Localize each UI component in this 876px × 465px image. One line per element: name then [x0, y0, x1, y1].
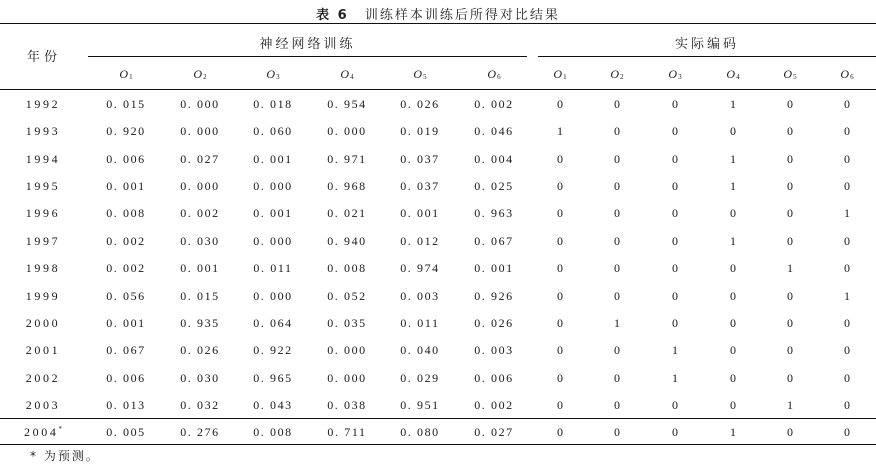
nn-output-cell-o2: 0. 000 — [180, 179, 220, 193]
actual-code-cell-o2: 0 — [614, 289, 620, 303]
actual-code-cell-o3: 0 — [672, 179, 678, 193]
nn-output-cell-o4: 0. 008 — [327, 261, 367, 275]
actual-code-cell-o4: 0 — [730, 343, 736, 357]
actual-code-cell-o5: 0 — [787, 343, 793, 357]
column-header-subscript: 2 — [203, 73, 207, 81]
table-row — [0, 234, 876, 261]
actual-code-cell-o6: 0 — [844, 316, 850, 330]
actual-code-cell-o6: 0 — [844, 124, 850, 138]
actual-code-cell-o6: 0 — [844, 371, 850, 385]
year-cell — [13, 371, 73, 386]
nn-output-cell-o6: 0. 026 — [474, 316, 514, 330]
actual-code-cell-o1: 0 — [557, 371, 563, 385]
actual-code-cell-o2: 1 — [614, 316, 620, 330]
year-column-header: 年份 — [26, 50, 61, 65]
nn-output-cell-o5: 0. 040 — [400, 343, 440, 357]
table-row — [0, 261, 876, 288]
actual-code-cell-o4: 1 — [730, 234, 736, 248]
nn-output-cell-o3: 0. 000 — [253, 289, 293, 303]
column-header-subscript: 1 — [129, 73, 133, 81]
nn-output-cell-o2: 0. 026 — [180, 343, 220, 357]
nn-output-cell-o3: 0. 011 — [253, 261, 293, 275]
top-rule — [0, 23, 876, 24]
year-cell — [13, 425, 73, 440]
group-rule-nn — [88, 56, 527, 57]
actual-code-cell-o5: 0 — [787, 124, 793, 138]
year-value: 2003 — [25, 398, 61, 412]
year-value: 1997 — [25, 234, 61, 248]
column-header-subscript: 3 — [276, 73, 280, 81]
nn-output-cell-o4: 0. 021 — [327, 206, 367, 220]
nn-output-cell-o3: 0. 000 — [253, 234, 293, 248]
year-value: 1999 — [25, 289, 61, 303]
actual-code-cell-o6: 0 — [844, 152, 850, 166]
year-cell — [13, 152, 73, 167]
table-row — [0, 425, 876, 452]
actual-code-cell-o6: 0 — [844, 425, 850, 439]
column-header-symbol: O — [266, 67, 276, 81]
actual-code-cell-o4: 0 — [730, 261, 736, 275]
nn-output-cell-o4: 0. 038 — [327, 398, 367, 412]
nn-output-cell-o3: 0. 001 — [253, 152, 293, 166]
actual-code-cell-o3: 0 — [672, 152, 678, 166]
column-header-symbol: O — [610, 67, 620, 81]
column-header-actual-o2 — [587, 67, 647, 82]
actual-code-cell-o4: 0 — [730, 124, 736, 138]
actual-code-cell-o3: 0 — [672, 261, 678, 275]
nn-output-cell-o3: 0. 008 — [253, 425, 293, 439]
column-header-nn-o4 — [317, 67, 377, 82]
column-header-symbol: O — [840, 67, 850, 81]
group-rule-actual — [538, 56, 876, 57]
nn-output-cell-o6: 0. 027 — [474, 425, 514, 439]
column-header-symbol: O — [413, 67, 423, 81]
column-header-subscript: 6 — [850, 73, 854, 81]
column-header-actual-o6 — [817, 67, 876, 82]
header-bottom-rule — [0, 89, 876, 90]
column-header-subscript: 6 — [497, 73, 501, 81]
nn-output-cell-o2: 0. 030 — [180, 371, 220, 385]
column-header-subscript: 3 — [678, 73, 682, 81]
nn-output-cell-o1: 0. 008 — [106, 206, 146, 220]
year-cell — [13, 316, 73, 331]
year-cell — [13, 97, 73, 112]
actual-code-cell-o4: 1 — [730, 152, 736, 166]
nn-output-cell-o1: 0. 002 — [106, 234, 146, 248]
year-cell — [13, 179, 73, 194]
actual-code-cell-o3: 0 — [672, 398, 678, 412]
actual-code-cell-o6: 0 — [844, 179, 850, 193]
nn-output-cell-o2: 0. 002 — [180, 206, 220, 220]
bottom-rule — [0, 444, 876, 445]
group-header-actual: 实际编码 — [674, 37, 739, 52]
nn-output-cell-o1: 0. 001 — [106, 179, 146, 193]
nn-output-cell-o3: 0. 922 — [253, 343, 293, 357]
actual-code-cell-o6: 0 — [844, 97, 850, 111]
actual-code-cell-o6: 0 — [844, 343, 850, 357]
year-cell — [13, 261, 73, 276]
actual-code-cell-o5: 0 — [787, 371, 793, 385]
nn-output-cell-o5: 0. 037 — [400, 152, 440, 166]
actual-code-cell-o6: 0 — [844, 234, 850, 248]
nn-output-cell-o3: 0. 000 — [253, 179, 293, 193]
nn-output-cell-o1: 0. 006 — [106, 152, 146, 166]
actual-code-cell-o1: 0 — [557, 343, 563, 357]
year-value: 1993 — [25, 124, 61, 138]
column-header-actual-o4 — [703, 67, 763, 82]
nn-output-cell-o4: 0. 000 — [327, 343, 367, 357]
nn-output-cell-o6: 0. 025 — [474, 179, 514, 193]
column-header-symbol: O — [193, 67, 203, 81]
table-row — [0, 316, 876, 343]
actual-code-cell-o3: 0 — [672, 234, 678, 248]
nn-output-cell-o1: 0. 001 — [106, 316, 146, 330]
nn-output-cell-o5: 0. 029 — [400, 371, 440, 385]
nn-output-cell-o6: 0. 004 — [474, 152, 514, 166]
nn-output-cell-o6: 0. 006 — [474, 371, 514, 385]
column-header-symbol: O — [726, 67, 736, 81]
nn-output-cell-o4: 0. 035 — [327, 316, 367, 330]
nn-output-cell-o1: 0. 002 — [106, 261, 146, 275]
actual-code-cell-o6: 1 — [844, 206, 850, 220]
nn-output-cell-o6: 0. 002 — [474, 97, 514, 111]
nn-output-cell-o2: 0. 000 — [180, 97, 220, 111]
table-row — [0, 179, 876, 206]
actual-code-cell-o3: 0 — [672, 316, 678, 330]
column-header-nn-o5 — [390, 67, 450, 82]
actual-code-cell-o4: 0 — [730, 316, 736, 330]
year-value: 2000 — [25, 316, 61, 330]
table-row — [0, 152, 876, 179]
actual-code-cell-o2: 0 — [614, 425, 620, 439]
nn-output-cell-o3: 0. 064 — [253, 316, 293, 330]
table-row — [0, 343, 876, 370]
nn-output-cell-o1: 0. 067 — [106, 343, 146, 357]
nn-output-cell-o6: 0. 001 — [474, 261, 514, 275]
nn-output-cell-o2: 0. 027 — [180, 152, 220, 166]
column-header-symbol: O — [668, 67, 678, 81]
forecast-separator-rule — [0, 418, 876, 419]
year-value: 1992 — [25, 97, 61, 111]
nn-output-cell-o4: 0. 954 — [327, 97, 367, 111]
nn-output-cell-o5: 0. 012 — [400, 234, 440, 248]
actual-code-cell-o6: 1 — [844, 289, 850, 303]
column-header-symbol: O — [783, 67, 793, 81]
nn-output-cell-o2: 0. 935 — [180, 316, 220, 330]
table-row — [0, 371, 876, 398]
nn-output-cell-o1: 0. 015 — [106, 97, 146, 111]
caption-number: 表 6 — [316, 8, 349, 23]
actual-code-cell-o1: 0 — [557, 152, 563, 166]
nn-output-cell-o2: 0. 032 — [180, 398, 220, 412]
actual-code-cell-o4: 0 — [730, 371, 736, 385]
actual-code-cell-o1: 0 — [557, 206, 563, 220]
actual-code-cell-o1: 1 — [557, 124, 563, 138]
nn-output-cell-o3: 0. 060 — [253, 124, 293, 138]
actual-code-cell-o2: 0 — [614, 261, 620, 275]
nn-output-cell-o3: 0. 018 — [253, 97, 293, 111]
actual-code-cell-o2: 0 — [614, 152, 620, 166]
nn-output-cell-o4: 0. 711 — [327, 425, 367, 439]
nn-output-cell-o4: 0. 052 — [327, 289, 367, 303]
year-cell — [13, 206, 73, 221]
nn-output-cell-o4: 0. 000 — [327, 124, 367, 138]
actual-code-cell-o2: 0 — [614, 97, 620, 111]
year-cell — [13, 234, 73, 249]
year-value: 2002 — [25, 371, 61, 385]
actual-code-cell-o3: 0 — [672, 206, 678, 220]
year-value: 1996 — [25, 206, 61, 220]
nn-output-cell-o2: 0. 015 — [180, 289, 220, 303]
year-cell — [13, 289, 73, 304]
year-value: 1995 — [25, 179, 61, 193]
actual-code-cell-o5: 0 — [787, 234, 793, 248]
actual-code-cell-o5: 1 — [787, 398, 793, 412]
column-header-nn-o1 — [96, 67, 156, 82]
nn-output-cell-o2: 0. 001 — [180, 261, 220, 275]
actual-code-cell-o1: 0 — [557, 261, 563, 275]
nn-output-cell-o1: 0. 005 — [106, 425, 146, 439]
actual-code-cell-o3: 0 — [672, 289, 678, 303]
nn-output-cell-o3: 0. 965 — [253, 371, 293, 385]
column-header-symbol: O — [553, 67, 563, 81]
year-cell — [13, 124, 73, 139]
actual-code-cell-o5: 0 — [787, 289, 793, 303]
nn-output-cell-o2: 0. 000 — [180, 124, 220, 138]
actual-code-cell-o3: 1 — [672, 343, 678, 357]
actual-code-cell-o4: 1 — [730, 97, 736, 111]
actual-code-cell-o1: 0 — [557, 289, 563, 303]
column-header-subscript: 1 — [563, 73, 567, 81]
actual-code-cell-o2: 0 — [614, 398, 620, 412]
footnote: * 为预测。 — [30, 449, 100, 463]
nn-output-cell-o5: 0. 951 — [400, 398, 440, 412]
group-header-nn: 神经网络训练 — [259, 37, 356, 52]
actual-code-cell-o3: 0 — [672, 124, 678, 138]
actual-code-cell-o5: 0 — [787, 179, 793, 193]
nn-output-cell-o6: 0. 002 — [474, 398, 514, 412]
actual-code-cell-o5: 0 — [787, 316, 793, 330]
nn-output-cell-o5: 0. 003 — [400, 289, 440, 303]
nn-output-cell-o2: 0. 030 — [180, 234, 220, 248]
nn-output-cell-o1: 0. 056 — [106, 289, 146, 303]
actual-code-cell-o1: 0 — [557, 97, 563, 111]
column-header-subscript: 2 — [620, 73, 624, 81]
actual-code-cell-o1: 0 — [557, 316, 563, 330]
column-header-symbol: O — [340, 67, 350, 81]
actual-code-cell-o3: 0 — [672, 425, 678, 439]
nn-output-cell-o6: 0. 003 — [474, 343, 514, 357]
column-header-actual-o5 — [760, 67, 820, 82]
table-row — [0, 206, 876, 233]
actual-code-cell-o4: 0 — [730, 289, 736, 303]
actual-code-cell-o2: 0 — [614, 371, 620, 385]
column-header-subscript: 5 — [793, 73, 797, 81]
nn-output-cell-o2: 0. 276 — [180, 425, 220, 439]
column-header-symbol: O — [119, 67, 129, 81]
column-header-subscript: 4 — [350, 73, 354, 81]
nn-output-cell-o1: 0. 920 — [106, 124, 146, 138]
year-cell — [13, 343, 73, 358]
nn-output-cell-o4: 0. 940 — [327, 234, 367, 248]
year-value: 2004 — [24, 425, 59, 439]
actual-code-cell-o5: 1 — [787, 261, 793, 275]
actual-code-cell-o2: 0 — [614, 179, 620, 193]
actual-code-cell-o1: 0 — [557, 425, 563, 439]
column-header-nn-o2 — [170, 67, 230, 82]
nn-output-cell-o6: 0. 067 — [474, 234, 514, 248]
nn-output-cell-o5: 0. 001 — [400, 206, 440, 220]
actual-code-cell-o4: 1 — [730, 179, 736, 193]
column-header-subscript: 4 — [736, 73, 740, 81]
nn-output-cell-o3: 0. 001 — [253, 206, 293, 220]
year-value: 2001 — [25, 343, 61, 357]
nn-output-cell-o6: 0. 046 — [474, 124, 514, 138]
year-value: 1998 — [25, 261, 61, 275]
actual-code-cell-o2: 0 — [614, 124, 620, 138]
column-header-symbol: O — [487, 67, 497, 81]
table-row — [0, 97, 876, 124]
nn-output-cell-o4: 0. 000 — [327, 371, 367, 385]
actual-code-cell-o2: 0 — [614, 343, 620, 357]
nn-output-cell-o4: 0. 968 — [327, 179, 367, 193]
actual-code-cell-o1: 0 — [557, 179, 563, 193]
nn-output-cell-o1: 0. 013 — [106, 398, 146, 412]
actual-code-cell-o6: 0 — [844, 261, 850, 275]
forecast-mark: * — [58, 425, 62, 433]
nn-output-cell-o6: 0. 963 — [474, 206, 514, 220]
nn-output-cell-o5: 0. 011 — [400, 316, 440, 330]
caption-title: 训练样本训练后所得对比结果 — [364, 8, 560, 23]
actual-code-cell-o1: 0 — [557, 398, 563, 412]
year-cell — [13, 398, 73, 413]
actual-code-cell-o5: 0 — [787, 425, 793, 439]
column-header-nn-o6 — [464, 67, 524, 82]
actual-code-cell-o2: 0 — [614, 206, 620, 220]
nn-output-cell-o1: 0. 006 — [106, 371, 146, 385]
actual-code-cell-o4: 1 — [730, 425, 736, 439]
actual-code-cell-o1: 0 — [557, 234, 563, 248]
column-header-subscript: 5 — [423, 73, 427, 81]
actual-code-cell-o3: 1 — [672, 371, 678, 385]
nn-output-cell-o5: 0. 974 — [400, 261, 440, 275]
year-value: 1994 — [25, 152, 61, 166]
nn-output-cell-o3: 0. 043 — [253, 398, 293, 412]
nn-output-cell-o4: 0. 971 — [327, 152, 367, 166]
nn-output-cell-o5: 0. 080 — [400, 425, 440, 439]
column-header-actual-o1 — [530, 67, 590, 82]
actual-code-cell-o5: 0 — [787, 97, 793, 111]
nn-output-cell-o5: 0. 026 — [400, 97, 440, 111]
actual-code-cell-o4: 0 — [730, 398, 736, 412]
table-row — [0, 124, 876, 151]
actual-code-cell-o2: 0 — [614, 234, 620, 248]
actual-code-cell-o5: 0 — [787, 206, 793, 220]
nn-output-cell-o6: 0. 926 — [474, 289, 514, 303]
actual-code-cell-o3: 0 — [672, 97, 678, 111]
table-caption — [0, 4, 876, 23]
column-header-actual-o3 — [645, 67, 705, 82]
table-row — [0, 289, 876, 316]
actual-code-cell-o6: 0 — [844, 398, 850, 412]
column-header-nn-o3 — [243, 67, 303, 82]
nn-output-cell-o5: 0. 037 — [400, 179, 440, 193]
table-row — [0, 398, 876, 425]
actual-code-cell-o4: 0 — [730, 206, 736, 220]
nn-output-cell-o5: 0. 019 — [400, 124, 440, 138]
actual-code-cell-o5: 0 — [787, 152, 793, 166]
